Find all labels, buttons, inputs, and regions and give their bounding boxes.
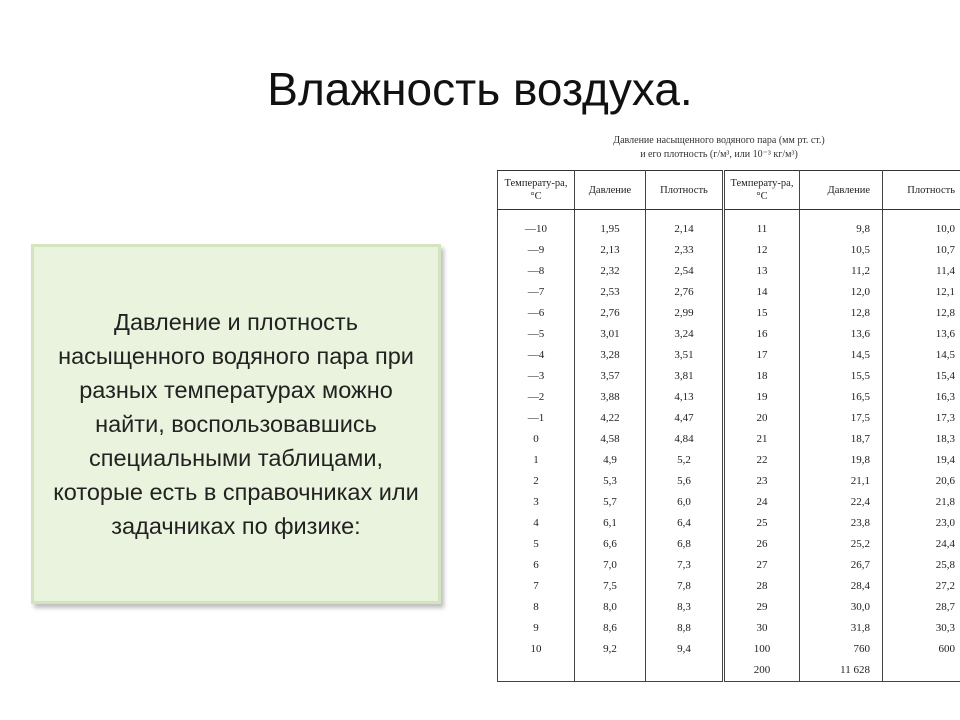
callout-box [31,244,441,604]
density-cell: 2,33 [646,239,724,260]
density-cell: 6,8 [646,534,724,555]
density-cell: 30,3 [883,618,960,639]
pressure-cell: 21,1 [800,471,883,492]
pressure-cell: 30,0 [800,597,883,618]
temperature-cell: 9 [498,618,575,639]
table-row [498,260,960,281]
pressure-cell: 2,53 [575,281,646,302]
pressure-cell: 5,7 [575,492,646,513]
temperature-cell: 24 [724,492,800,513]
table-row [498,323,960,344]
header-density-2: Плотность [883,171,960,210]
table-row [498,450,960,471]
pressure-cell: 19,8 [800,450,883,471]
temperature-cell: 21 [724,429,800,450]
pressure-cell [575,660,646,682]
temperature-cell: 23 [724,471,800,492]
table-caption-line-2: и его плотность (г/м³, или 10⁻³ кг/м³) [640,149,798,160]
pressure-cell: 8,0 [575,597,646,618]
callout-text: Давление и плотность насыщенного водяного пара при разных температурах можно найти, воспользовавшись специальными таблицами, которые есть в справочниках или задачниках по физике: [53,309,419,539]
pressure-cell: 1,95 [575,210,646,240]
temperature-cell: 28 [724,576,800,597]
pressure-cell: 22,4 [800,492,883,513]
pressure-cell: 16,5 [800,386,883,407]
temperature-cell: 5 [498,534,575,555]
temperature-cell: 200 [724,660,800,682]
pressure-cell: 7,5 [575,576,646,597]
density-cell: 7,3 [646,555,724,576]
density-cell: 19,4 [883,450,960,471]
density-cell: 25,8 [883,555,960,576]
temperature-cell: 27 [724,555,800,576]
density-cell: 3,81 [646,365,724,386]
header-density-1: Плотность [646,171,724,210]
temperature-cell [498,660,575,682]
table-row [498,429,960,450]
table-caption-line-1: Давление насыщенного водяного пара (мм рт. ст.) [613,135,825,146]
header-pressure-1: Давление [575,171,646,210]
density-cell: 5,6 [646,471,724,492]
temperature-cell: 6 [498,555,575,576]
temperature-cell: 13 [724,260,800,281]
temperature-cell: 2 [498,471,575,492]
pressure-cell: 12,8 [800,302,883,323]
table-row [498,555,960,576]
table-row [498,618,960,639]
pressure-cell: 6,1 [575,513,646,534]
temperature-cell: —9 [498,239,575,260]
density-cell: 27,2 [883,576,960,597]
temperature-cell: —5 [498,323,575,344]
temperature-cell: 19 [724,386,800,407]
temperature-cell: 100 [724,639,800,660]
temperature-cell: 10 [498,639,575,660]
density-cell: 3,51 [646,344,724,365]
density-cell: 4,84 [646,429,724,450]
density-cell: 14,5 [883,344,960,365]
pressure-cell: 12,0 [800,281,883,302]
pressure-cell: 5,3 [575,471,646,492]
pressure-cell: 11,2 [800,260,883,281]
temperature-cell: 3 [498,492,575,513]
header-temperature-1: Температу-ра, °С [498,171,575,210]
density-cell: 6,4 [646,513,724,534]
table-row [498,639,960,660]
temperature-cell: 14 [724,281,800,302]
temperature-cell: 12 [724,239,800,260]
table-row [498,210,960,240]
density-cell: 12,8 [883,302,960,323]
pressure-cell: 4,9 [575,450,646,471]
density-cell: 4,47 [646,408,724,429]
pressure-cell: 8,6 [575,618,646,639]
table-row [498,534,960,555]
pressure-cell: 4,22 [575,408,646,429]
pressure-cell: 3,28 [575,344,646,365]
pressure-cell: 13,6 [800,323,883,344]
table-header-row [498,171,960,210]
density-cell: 3,24 [646,323,724,344]
density-cell: 4,13 [646,386,724,407]
pressure-cell: 760 [800,639,883,660]
pressure-cell: 18,7 [800,429,883,450]
density-cell: 13,6 [883,323,960,344]
density-cell [646,660,724,682]
pressure-cell: 2,32 [575,260,646,281]
pressure-cell: 3,88 [575,386,646,407]
density-cell: 8,8 [646,618,724,639]
temperature-cell: —8 [498,260,575,281]
density-cell: 9,4 [646,639,724,660]
header-pressure-2: Давление [800,171,883,210]
temperature-cell: 17 [724,344,800,365]
temperature-cell: 25 [724,513,800,534]
temperature-cell: 26 [724,534,800,555]
density-cell: 2,14 [646,210,724,240]
vapor-pressure-table [497,170,960,682]
table-row [498,239,960,260]
density-cell: 6,0 [646,492,724,513]
pressure-cell: 6,6 [575,534,646,555]
pressure-cell: 23,8 [800,513,883,534]
pressure-cell: 9,8 [800,210,883,240]
pressure-cell: 31,8 [800,618,883,639]
temperature-cell: 16 [724,323,800,344]
density-cell: 23,0 [883,513,960,534]
density-cell [883,660,960,682]
temperature-cell: —10 [498,210,575,240]
table-row [498,344,960,365]
pressure-cell: 17,5 [800,408,883,429]
temperature-cell: 4 [498,513,575,534]
temperature-cell: 8 [498,597,575,618]
pressure-cell: 15,5 [800,365,883,386]
pressure-cell: 3,01 [575,323,646,344]
table-row [498,576,960,597]
temperature-cell: —3 [498,365,575,386]
density-cell: 28,7 [883,597,960,618]
temperature-cell: 18 [724,365,800,386]
pressure-cell: 2,13 [575,239,646,260]
header-temperature-2: Температу-ра, °С [724,171,800,210]
pressure-cell: 9,2 [575,639,646,660]
pressure-cell: 3,57 [575,365,646,386]
temperature-cell: 0 [498,429,575,450]
temperature-cell: —4 [498,344,575,365]
density-cell: 2,76 [646,281,724,302]
table-body [498,210,960,682]
pressure-cell: 28,4 [800,576,883,597]
table-row [498,386,960,407]
temperature-cell: 7 [498,576,575,597]
temperature-cell: —7 [498,281,575,302]
pressure-cell: 4,58 [575,429,646,450]
table-row [498,302,960,323]
temperature-cell: 20 [724,408,800,429]
density-cell: 18,3 [883,429,960,450]
density-cell: 24,4 [883,534,960,555]
temperature-cell: 29 [724,597,800,618]
temperature-cell: 22 [724,450,800,471]
density-cell: 2,54 [646,260,724,281]
density-cell: 10,0 [883,210,960,240]
table-row [498,597,960,618]
temperature-cell: 30 [724,618,800,639]
temperature-cell: 1 [498,450,575,471]
table-row [498,513,960,534]
pressure-cell: 2,76 [575,302,646,323]
density-cell: 10,7 [883,239,960,260]
pressure-cell: 26,7 [800,555,883,576]
density-cell: 17,3 [883,408,960,429]
pressure-cell: 10,5 [800,239,883,260]
pressure-cell: 11 628 [800,660,883,682]
density-cell: 600 [883,639,960,660]
temperature-cell: —6 [498,302,575,323]
temperature-cell: —1 [498,408,575,429]
table-row [498,281,960,302]
temperature-cell: 11 [724,210,800,240]
density-cell: 5,2 [646,450,724,471]
table-row [498,492,960,513]
density-cell: 2,99 [646,302,724,323]
density-cell: 11,4 [883,260,960,281]
density-cell: 21,8 [883,492,960,513]
density-cell: 12,1 [883,281,960,302]
table-caption [500,134,938,162]
table-row [498,365,960,386]
table-row [498,471,960,492]
density-cell: 7,8 [646,576,724,597]
pressure-cell: 25,2 [800,534,883,555]
density-cell: 16,3 [883,386,960,407]
density-cell: 15,4 [883,365,960,386]
pressure-cell: 7,0 [575,555,646,576]
density-cell: 20,6 [883,471,960,492]
slide-title: Влажность воздуха. [267,63,693,115]
table-row [498,408,960,429]
pressure-cell: 14,5 [800,344,883,365]
temperature-cell: —2 [498,386,575,407]
density-cell: 8,3 [646,597,724,618]
table-row [498,660,960,682]
temperature-cell: 15 [724,302,800,323]
